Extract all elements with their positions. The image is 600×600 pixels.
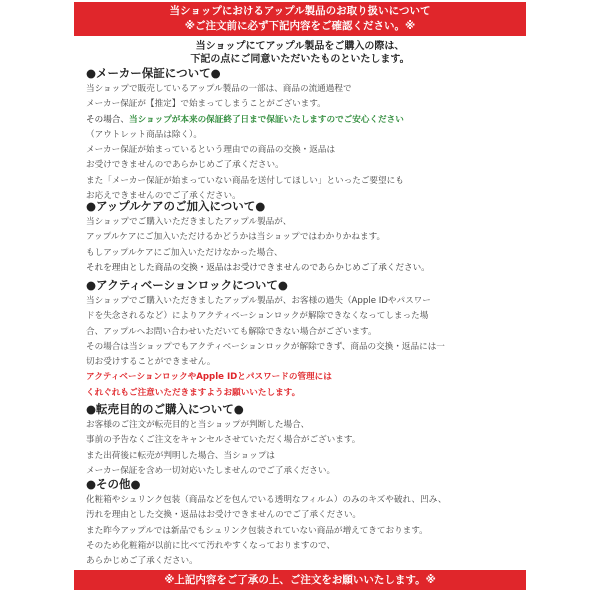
section-heading: ●アップルケアのご加入について●: [86, 199, 266, 213]
text-line: メーカー保証を含め一切対応いたしませんのでご了承ください。: [86, 465, 336, 476]
text-line: また出荷後に転売が判明した場合、当ショップは: [86, 450, 275, 461]
section-heading: ●メーカー保証について●: [86, 66, 221, 80]
text-line: （アウトレット商品は除く）。: [86, 129, 202, 140]
text-line: 汚れを理由とした交換・返品はお受けできませんのでご了承ください。: [86, 510, 362, 521]
text-line: もしアップルケアにご加入いただけなかった場合、: [86, 247, 283, 258]
top-banner: [74, 2, 526, 36]
text-line: 当ショップでご購入いただきましたアップル製品が、お客様の過失（Apple IDやパスワー: [86, 296, 431, 306]
section-heading: ●転売目的のご購入について●: [86, 402, 244, 416]
text-line: メーカー保証が【推定】で始まってしまうことがございます。: [86, 99, 326, 110]
text-line: 化粧箱やシュリンク包装（商品などを包んでいる透明なフィルム）のみのキズや破れ、凹み、: [86, 495, 447, 505]
text-line: 当ショップでご購入いただきましたアップル製品が、: [86, 217, 292, 227]
section-heading: ●その他●: [86, 477, 141, 491]
section-heading: ●アクティベーションロックについて●: [86, 278, 288, 292]
text-line: また「メーカー保証が始まっていない商品を送付してほしい」といったご要望にも: [86, 175, 404, 186]
top-banner-title: 当ショップにおけるアップル製品のお取り扱いについて: [169, 5, 431, 17]
section-maker-warranty: [86, 66, 516, 204]
section-resale: [86, 402, 516, 479]
text-line: 当ショップで販売しているアップル製品の一部は、商品の流通過程で: [86, 84, 352, 94]
highlight-green-text: 当ショップが本来の保証終了日まで保証いたしますのでご安心ください: [128, 114, 404, 125]
text-line: あらかじめご了承ください。: [86, 556, 198, 567]
text-line: お客様のご注文が転売目的と当ショップが判断した場合、: [86, 420, 310, 430]
section-other: [86, 477, 516, 569]
text-line: また昨今アップルでは新品でもシュリンク包装されていない商品が増えてきております。: [86, 525, 428, 536]
top-banner-subtitle: ※ご注文前に必ず下記内容をご確認ください。※: [184, 20, 416, 32]
text-line: 合、アップルへお問い合わせいただいても解除できない場合がございます。: [86, 326, 377, 337]
bottom-banner-text: ※上記内容をご了承の上、ご注文をお願いいたします。※: [164, 574, 436, 586]
text-line: その場合は当ショップでもアクティベーションロックが解除できず、商品の交換・返品には一: [86, 341, 445, 352]
text-line: アップルケアにご加入いただけるかどうかは当ショップではわかりかねます。: [86, 232, 386, 243]
bottom-banner: [74, 570, 526, 590]
intro-text: [74, 40, 526, 66]
text-line: 事前の予告なくご注文をキャンセルさせていただく場合がございます。: [86, 435, 361, 446]
text-line: メーカー保証が始まっているという理由での商品の交換・返品は: [86, 145, 336, 156]
text-line: お応えできませんのでご了承ください。: [86, 191, 241, 202]
text-fragment: その場合、: [86, 114, 129, 125]
notice-frame: [74, 0, 526, 600]
section-activation-lock: [86, 278, 516, 401]
warning-line-red: くれぐれもご注意いただきますようお願いいたします。: [86, 387, 301, 398]
text-line: [86, 113, 516, 128]
text-line: 切お受けすることができません。: [86, 357, 216, 368]
text-line: それを理由とした商品の交換・返品はお受けできませんのであらかじめご了承ください。: [86, 262, 430, 273]
text-line: お受けできませんのであらかじめご了承ください。: [86, 160, 284, 171]
intro-line-2: 下記の点にご同意いただいたものといたします。: [190, 54, 410, 65]
intro-line-1: 当ショップにてアップル製品をご購入の際は、: [195, 41, 405, 52]
warning-line-red: アクティベーションロックやApple IDとパスワードの管理には: [86, 372, 332, 383]
section-applecare: [86, 199, 516, 276]
text-line: そのため化粧箱が以前に比べて汚れやすくなっておりますので、: [86, 540, 336, 551]
text-line: ドを失念されるなど）によりアクティベーションロックが解除できなくなってしまった場: [86, 311, 429, 322]
